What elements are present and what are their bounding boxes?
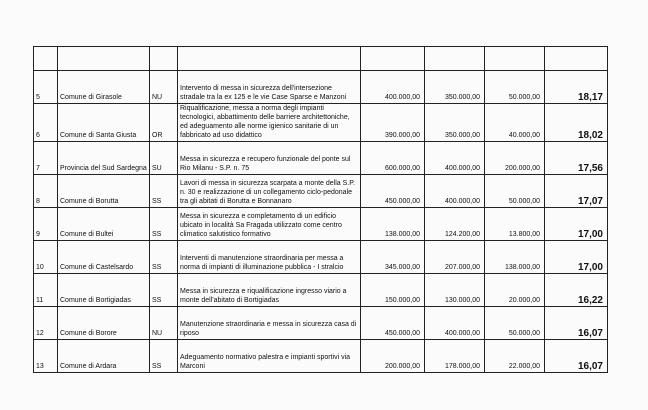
cofinancing-amount: 50.000,00 [485,307,545,340]
score: 17,07 [545,175,608,208]
total-cost: 390.000,00 [361,104,425,142]
table-row [34,340,608,373]
entity-name: Comune di Borutta [58,175,150,208]
score: 17,00 [545,208,608,241]
project-description: Messa in sicurezza e recupero funzionale del ponte sul Rio Milanu - S.P. n. 75 [178,142,361,175]
entity-name: Comune di Castelsardo [58,241,150,274]
contribution-amount: 124.200,00 [425,208,485,241]
score: 17,56 [545,142,608,175]
province-code: SS [150,241,178,274]
contribution-amount: 400.000,00 [425,307,485,340]
province-code: SS [150,274,178,307]
project-description: Messa in sicurezza e riqualificazione ingresso viario a monte dell'abitato di Bortigiadas [178,274,361,307]
cofinancing-amount: 50.000,00 [485,175,545,208]
row-number: 7 [34,142,58,175]
contribution-amount: 178.000,00 [425,340,485,373]
total-cost: 150.000,00 [361,274,425,307]
project-description: Lavori di messa in sicurezza scarpata a monte della S.P. n. 30 e realizzazione di un collegamento ciclo-pedonale tra gli abitati di Borutta e Bonnanaro [178,175,361,208]
cofinancing-amount: 13.800,00 [485,208,545,241]
entity-name: Provincia del Sud Sardegna [58,142,150,175]
province-code: NU [150,307,178,340]
cofinancing-amount: 22.000,00 [485,340,545,373]
table-row [34,104,608,142]
project-description: Intervento di messa in sicurezza dell'intersezione stradale tra la ex 125 e le vie Case Sparse e Manzoni [178,71,361,104]
score: 18,17 [545,71,608,104]
table-row [34,208,608,241]
cofinancing-amount: 138.000,00 [485,241,545,274]
row-number: 8 [34,175,58,208]
entity-name: Comune di Borore [58,307,150,340]
row-number: 13 [34,340,58,373]
cofinancing-amount: 200.000,00 [485,142,545,175]
province-code: NU [150,71,178,104]
cofinancing-amount: 50.000,00 [485,71,545,104]
row-number: 9 [34,208,58,241]
score: 16,22 [545,274,608,307]
cofinancing-amount: 40.000,00 [485,104,545,142]
entity-name: Comune di Girasole [58,71,150,104]
province-code: SS [150,340,178,373]
contribution-amount: 350.000,00 [425,71,485,104]
project-description: Interventi di manutenzione straordinaria per messa a norma di impianti di illuminazione pubblica - I stralcio [178,241,361,274]
contribution-amount: 207.000,00 [425,241,485,274]
province-code: OR [150,104,178,142]
total-cost: 450.000,00 [361,307,425,340]
total-cost: 345.000,00 [361,241,425,274]
province-code: SS [150,175,178,208]
total-cost: 450.000,00 [361,175,425,208]
row-number: 5 [34,71,58,104]
cofinancing-amount: 20.000,00 [485,274,545,307]
score: 16,07 [545,307,608,340]
table-row-empty [34,47,608,71]
row-number: 12 [34,307,58,340]
score: 18,02 [545,104,608,142]
entity-name: Comune di Bultei [58,208,150,241]
contribution-amount: 400.000,00 [425,142,485,175]
project-description: Riqualificazione, messa a norma degli impianti tecnologici, abbattimento delle barriere architettoniche, ed adeguamento alle norme igienico sanitarie di un fabbricato ad uso didattico [178,104,361,142]
entity-name: Comune di Bortigiadas [58,274,150,307]
project-description: Messa in sicurezza e completamento di un edificio ubicato in località Sa Fragada utilizzato come centro climatico salutistico formativo [178,208,361,241]
project-description: Adeguamento normativo palestra e impianti sportivi via Marconi [178,340,361,373]
province-code: SU [150,142,178,175]
table-row [34,241,608,274]
table-row [34,175,608,208]
table-row [34,307,608,340]
row-number: 11 [34,274,58,307]
score: 17,00 [545,241,608,274]
row-number: 10 [34,241,58,274]
total-cost: 600.000,00 [361,142,425,175]
table-row [34,274,608,307]
contribution-amount: 130.000,00 [425,274,485,307]
total-cost: 400.000,00 [361,71,425,104]
score: 16,07 [545,340,608,373]
total-cost: 200.000,00 [361,340,425,373]
row-number: 6 [34,104,58,142]
contribution-amount: 350.000,00 [425,104,485,142]
entity-name: Comune di Santa Giusta [58,104,150,142]
table-row [34,71,608,104]
funding-table [33,46,608,373]
contribution-amount: 400.000,00 [425,175,485,208]
project-description: Manutenzione straordinaria e messa in sicurezza casa di riposo [178,307,361,340]
total-cost: 138.000,00 [361,208,425,241]
table-row [34,142,608,175]
entity-name: Comune di Ardara [58,340,150,373]
province-code: SS [150,208,178,241]
